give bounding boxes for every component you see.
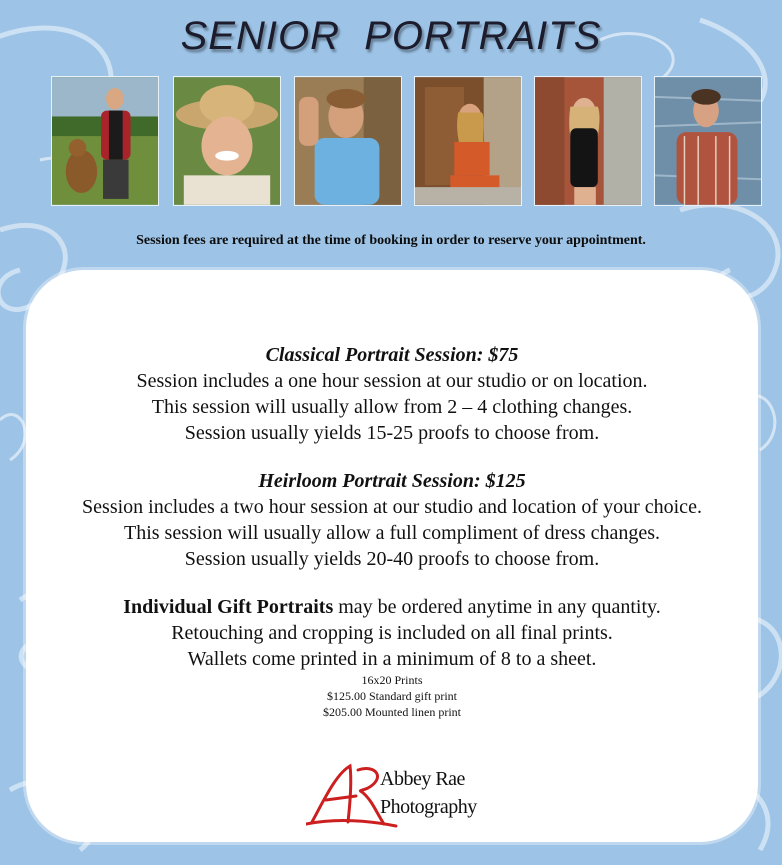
prints-size: 16x20 Prints	[361, 673, 423, 687]
gift-line-3: Wallets come printed in a minimum of 8 to a sheet.	[187, 648, 597, 670]
pricing-content	[26, 342, 758, 720]
page-title: SENIOR PORTRAITS	[180, 14, 602, 58]
logo-line-2: Photography	[380, 796, 477, 818]
photo-senior-blue-shirt	[294, 76, 402, 206]
heirloom-heading: Heirloom Portrait Session: $125	[258, 470, 526, 492]
prints-standard: $125.00 Standard gift print	[327, 689, 457, 703]
photo-senior-brick-wall	[534, 76, 642, 206]
classical-line-3: Session usually yields 15-25 proofs to choose from.	[184, 422, 600, 444]
gift-rest: may be ordered anytime in any quantity.	[333, 596, 661, 618]
panel-top-box	[120, 272, 642, 332]
booking-notice: Session fees are required at the time of booking in order to reserve your appointment.	[136, 233, 646, 248]
photo-senior-cowboy-hat	[173, 76, 281, 206]
classical-line-1: Session includes a one hour session at our studio or on location.	[136, 370, 648, 392]
photo-senior-with-dog	[51, 76, 159, 206]
classical-heading: Classical Portrait Session: $75	[265, 344, 519, 366]
photo-senior-by-water	[654, 76, 762, 206]
heirloom-line-2: This session will usually allow a full compliment of dress changes.	[123, 522, 661, 544]
gift-line-2: Retouching and cropping is included on all final prints.	[171, 622, 613, 644]
prints-mounted: $205.00 Mounted linen print	[323, 705, 461, 719]
gift-line-1	[26, 594, 758, 620]
heirloom-line-3: Session usually yields 20-40 proofs to choose from.	[184, 548, 600, 570]
logo-line-1: Abbey Rae	[380, 768, 465, 790]
classical-line-2: This session will usually allow from 2 – 4 clothing changes.	[151, 396, 633, 418]
heirloom-line-1: Session includes a two hour session at our studio and location of your choice.	[82, 496, 702, 518]
photo-senior-sitting-door	[414, 76, 522, 206]
gift-bold: Individual Gift Portraits	[123, 596, 334, 618]
